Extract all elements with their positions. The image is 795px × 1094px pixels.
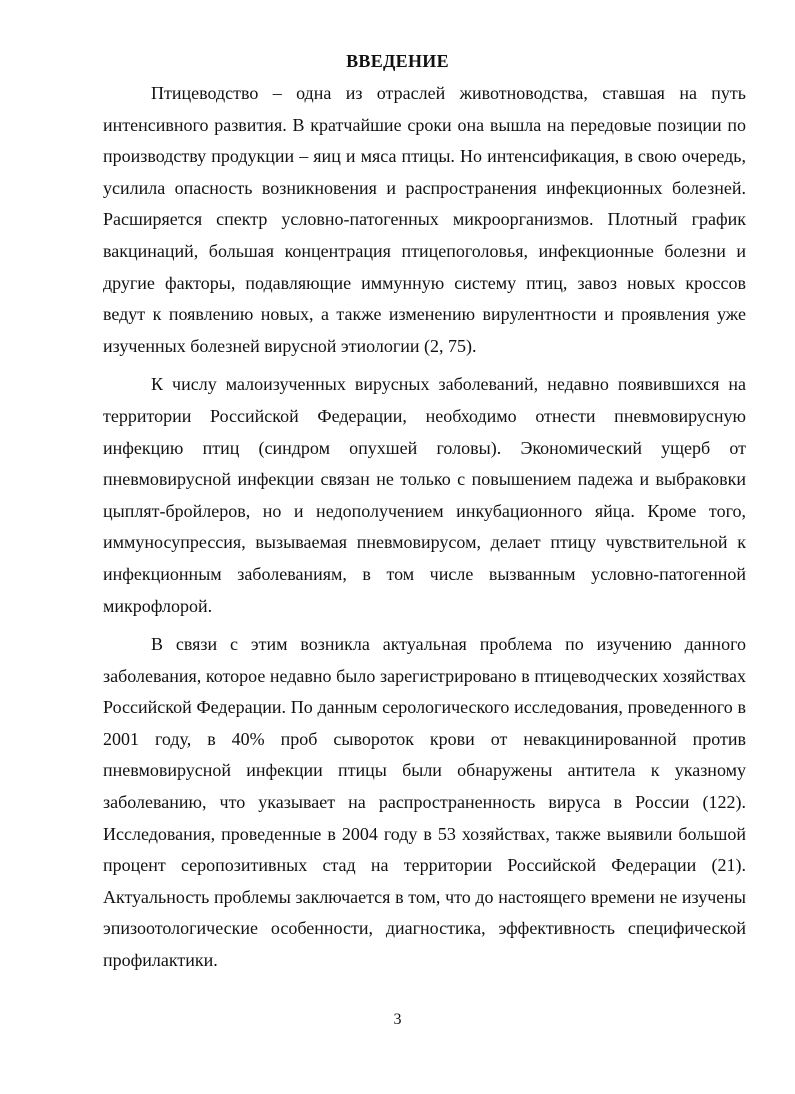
paragraph-1: Птицеводство – одна из отраслей животноводства, ставшая на путь интенсивного развития. В кратчайшие сроки она вышла на передовые позиции по производству продукции – яиц и мяса птицы. Но интенсификация, в свою очередь, усилила опасность возникновения и распространения инфекционных болезней. Расширяется спектр условно-патогенных микроорганизмов. Плотный график вакцинаций, большая концентрация птицепоголовья, инфекционные болезни и другие факторы, подавляющие иммунную систему птиц, завоз новых кроссов ведут к появлению новых, а также изменению вирулентности и проявления уже изученных болезней вирусной этиологии (2, 75).	[103, 83, 746, 356]
paragraph-3: В связи с этим возникла актуальная проблема по изучению данного заболевания, которое недавно было зарегистрировано в птицеводческих хозяйствах Российской Федерации. По данным серологического исследования, проведенного в 2001 году, в 40% проб сывороток крови от невакцинированной против пневмовирусной инфекции птицы были обнаружены антитела к указному заболеванию, что указывает на распространенность вируса в России (122). Исследования, проведенные в 2004 году в 53 хозяйствах, также выявили большой процент серопозитивных стад на территории Российской Федерации (21). Актуальность проблемы заключается в том, что до настоящего времени не изучены эпизоотологические особенности, диагностика, эффективность специфической профилактики.	[103, 634, 746, 971]
body-text	[103, 78, 746, 984]
page-title: ВВЕДЕНИЕ	[346, 51, 449, 71]
page-number: 3	[393, 1011, 402, 1028]
paragraph-2: К числу малоизученных вирусных заболеваний, недавно появившихся на территории Российской Федерации, необходимо отнести пневмовирусную инфекцию птиц (синдром опухшей головы). Экономический ущерб от пневмовирусной инфекции связан не только с повышением падежа и выбраковки цыплят-бройлеров, но и недополучением инкубационного яйца. Кроме того, иммуносупрессия, вызываемая пневмовирусом, делает птицу чувствительной к инфекционным заболеваниям, в том числе вызванным условно-патогенной микрофлорой.	[103, 374, 746, 616]
